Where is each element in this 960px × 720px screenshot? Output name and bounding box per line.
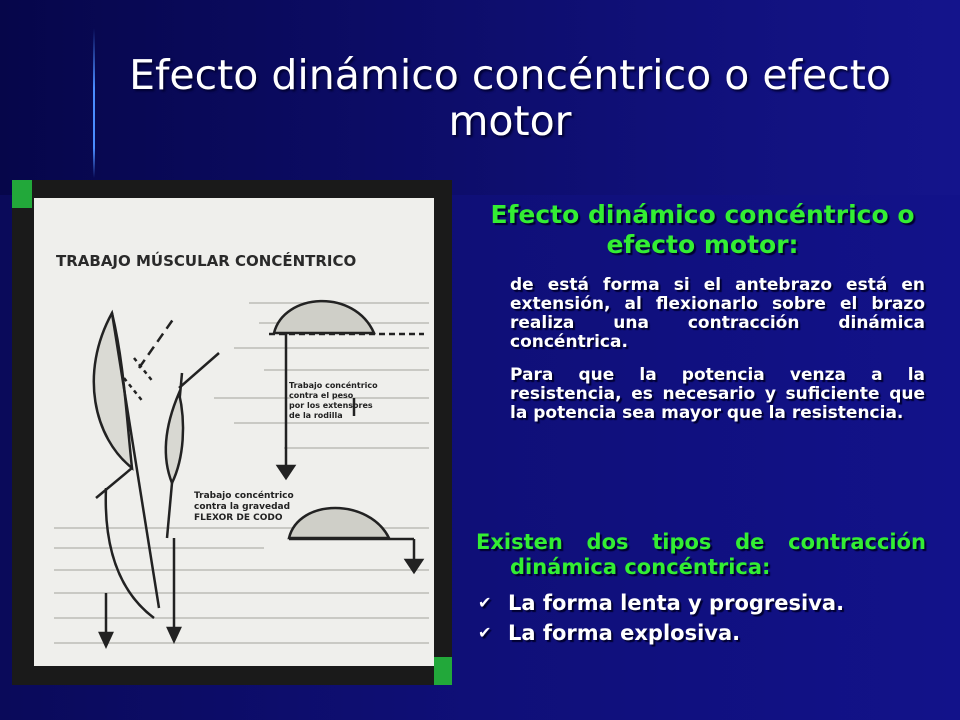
figure-image [34, 198, 434, 666]
paragraph-flexion: de está forma si el antebrazo está en extensión, al flexionarlo sobre el brazo realiza una contracción dinámica concéntrica. [510, 275, 925, 352]
figure-label-inner: Trabajo concéntrico contra el peso por los extensores de la rodilla [289, 381, 378, 420]
checkmark-icon: ✔ [478, 593, 492, 612]
muscle-diagram [34, 198, 434, 666]
accent-line [93, 28, 95, 178]
slide-title: Efecto dinámico concéntrico o efecto motor [129, 51, 891, 145]
list-item-text: La forma lenta y progresiva. [508, 591, 845, 615]
figure-corner-accent [12, 180, 32, 208]
types-heading-line2: dinámica concéntrica: [510, 555, 771, 579]
list-item [476, 588, 926, 618]
figure-heading: TRABAJO MÚSCULAR CONCÉNTRICO [56, 252, 357, 270]
checkmark-icon: ✔ [478, 623, 492, 642]
types-heading [476, 530, 926, 580]
list-item [476, 618, 926, 648]
types-heading-line1: Existen dos tipos de contracción [476, 530, 926, 554]
section-subheading: Efecto dinámico concéntrico o efecto motor: [490, 200, 915, 259]
figure-corner-accent [434, 657, 452, 685]
explanation-column [480, 200, 925, 437]
types-list [476, 588, 926, 648]
list-item-text: La forma explosiva. [508, 621, 741, 645]
paragraph-potencia: Para que la potencia venza a la resistencia, es necesario y suficiente que la potencia sea mayor que la resistencia. [510, 365, 925, 423]
figure-label-bottom: Trabajo concéntrico contra la gravedad FLEXOR DE CODO [194, 491, 294, 523]
figure-frame [12, 180, 452, 685]
